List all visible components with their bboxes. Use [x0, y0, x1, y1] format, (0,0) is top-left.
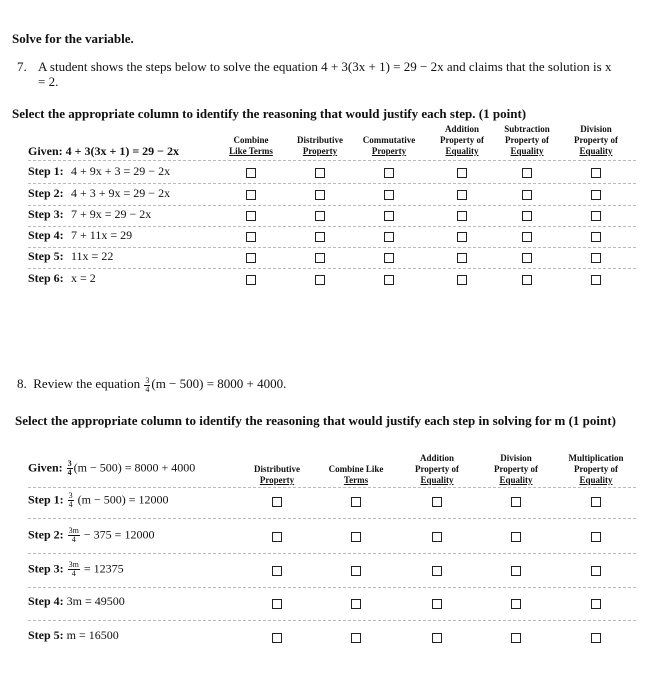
step-checkbox[interactable]: [384, 190, 394, 200]
page-title: Solve for the variable.: [12, 31, 134, 46]
step-label: Step 3:: [28, 207, 64, 221]
q8-column-header-line1: Addition: [419, 453, 454, 463]
question-8-text-post: (m − 500) = 8000 + 4000.: [151, 376, 287, 391]
q8-column-header-line3: Property: [259, 475, 295, 485]
step-checkbox[interactable]: [384, 253, 394, 263]
step-checkbox[interactable]: [351, 532, 361, 542]
step-equation: 11x = 22: [71, 249, 114, 263]
step-checkbox[interactable]: [351, 599, 361, 609]
step-content: [28, 492, 169, 509]
q7-column-header-line3: Equality: [510, 146, 544, 156]
step-checkbox[interactable]: [591, 532, 601, 542]
step-checkbox[interactable]: [272, 566, 282, 576]
q7-column-header-line2: Property of: [439, 135, 485, 145]
step-checkbox[interactable]: [591, 168, 601, 178]
step-checkbox[interactable]: [591, 599, 601, 609]
step-equation: m = 16500: [66, 628, 119, 642]
q8-column-header-line2: Property of: [493, 464, 539, 474]
q8-column-header-line3: Equality: [499, 475, 533, 485]
step-checkbox[interactable]: [432, 633, 442, 643]
q7-column-header-line1: Subtraction: [504, 124, 550, 134]
q7-column-header-line1: Addition: [444, 124, 479, 134]
step-checkbox[interactable]: [272, 599, 282, 609]
step-label: Step 3:: [28, 561, 64, 576]
step-checkbox[interactable]: [384, 211, 394, 221]
step-checkbox[interactable]: [591, 497, 601, 507]
step-equation: (m − 500) = 12000: [77, 492, 169, 507]
step-checkbox[interactable]: [246, 168, 256, 178]
step-label: Step 1:: [28, 164, 64, 178]
step-checkbox[interactable]: [432, 532, 442, 542]
q7-column-header: [565, 124, 627, 157]
step-checkbox[interactable]: [522, 190, 532, 200]
q8-given-equation: (m − 500) = 8000 + 4000: [73, 460, 196, 475]
fraction-numerator: 3: [68, 491, 73, 500]
step-checkbox[interactable]: [522, 253, 532, 263]
step-content: [28, 561, 124, 578]
step-checkbox[interactable]: [315, 190, 325, 200]
step-checkbox[interactable]: [511, 599, 521, 609]
question-8-text-pre: Review the equation: [33, 376, 141, 391]
q7-given: Given: 4 + 3(3x + 1) = 29 − 2x: [28, 144, 180, 158]
step-checkbox[interactable]: [522, 168, 532, 178]
step-label: Step 2:: [28, 527, 64, 542]
row-divider: [28, 268, 636, 269]
q7-column-header: [221, 124, 281, 157]
q8-column-header-line2: Property of: [414, 464, 460, 474]
q8-column-header-line3: Equality: [420, 475, 454, 485]
q7-column-header-line2: Distributive: [297, 135, 343, 145]
fraction-numerator: 3: [145, 375, 150, 385]
q7-column-header-line3: Property: [302, 146, 338, 156]
step-checkbox[interactable]: [432, 599, 442, 609]
q8-column-header-line1: Division: [500, 453, 532, 463]
q7-column-header-line1: [356, 124, 422, 135]
question-7-text: A student shows the steps below to solve the equation 4 + 3(3x + 1) = 29 − 2x and claims that the solution is x = 2.: [38, 59, 612, 89]
step-checkbox[interactable]: [351, 497, 361, 507]
q7-column-header-line3: Property: [371, 146, 407, 156]
step-equation: − 375 = 12000: [83, 527, 155, 542]
step-label: Step 5:: [28, 628, 64, 642]
step-checkbox[interactable]: [272, 633, 282, 643]
q7-column-header: [356, 124, 422, 157]
step-checkbox[interactable]: [511, 497, 521, 507]
q7-column-header-line3: Equality: [445, 146, 479, 156]
fraction-denominator: 4: [145, 384, 150, 394]
step-equation: 7 + 9x = 29 − 2x: [71, 207, 152, 221]
step-checkbox[interactable]: [384, 168, 394, 178]
q7-column-header-line2: Property of: [504, 135, 550, 145]
step-label: Step 4:: [28, 228, 64, 242]
step-checkbox[interactable]: [246, 190, 256, 200]
step-checkbox[interactable]: [384, 232, 394, 242]
q7-column-header: [288, 124, 352, 157]
row-divider: [28, 518, 636, 519]
q8-column-header-line3: Terms: [343, 475, 369, 485]
q8-column-header-line1: [321, 453, 391, 464]
q8-column-header-line1: [245, 453, 309, 464]
fraction-denominator: 4: [71, 535, 76, 544]
step-label: Step 6:: [28, 271, 64, 285]
q8-column-header: [561, 453, 631, 486]
step-label: Step 2:: [28, 186, 64, 200]
step-checkbox[interactable]: [272, 497, 282, 507]
q8-given: [28, 460, 195, 477]
q7-column-header-line2: Commutative: [362, 135, 416, 145]
step-checkbox[interactable]: [511, 633, 521, 643]
step-equation: 7 + 11x = 29: [71, 228, 133, 242]
q8-column-header-line2: Property of: [573, 464, 619, 474]
fraction-numerator: 3m: [68, 526, 79, 535]
row-divider: [28, 205, 636, 206]
question-7-instruction: Select the appropriate column to identify the reasoning that would justify each step. (1 point): [12, 106, 527, 121]
step-equation: 4 + 9x + 3 = 29 − 2x: [71, 164, 171, 178]
fraction: [68, 492, 74, 509]
step-checkbox[interactable]: [432, 566, 442, 576]
step-checkbox[interactable]: [315, 211, 325, 221]
step-checkbox[interactable]: [591, 566, 601, 576]
step-equation: 4 + 3 + 9x = 29 − 2x: [71, 186, 171, 200]
step-checkbox[interactable]: [511, 566, 521, 576]
step-checkbox[interactable]: [457, 232, 467, 242]
step-checkbox[interactable]: [272, 532, 282, 542]
step-equation: x = 2: [71, 271, 96, 285]
fraction-denominator: 4: [68, 500, 73, 509]
q7-column-header-line2: Property of: [573, 135, 619, 145]
step-content: [28, 594, 125, 609]
q8-column-header: [245, 453, 309, 486]
fraction: [68, 561, 80, 578]
step-equation: 3m = 49500: [66, 594, 125, 608]
step-checkbox[interactable]: [246, 253, 256, 263]
step-checkbox[interactable]: [457, 253, 467, 263]
q7-column-header-line1: [288, 124, 352, 135]
step-checkbox[interactable]: [522, 275, 532, 285]
step-checkbox[interactable]: [351, 566, 361, 576]
step-checkbox[interactable]: [591, 633, 601, 643]
step-checkbox[interactable]: [457, 275, 467, 285]
step-checkbox[interactable]: [315, 168, 325, 178]
step-checkbox[interactable]: [457, 211, 467, 221]
step-checkbox[interactable]: [591, 190, 601, 200]
q8-column-header-line3: Equality: [579, 475, 613, 485]
fraction: [68, 527, 80, 544]
step-checkbox[interactable]: [315, 275, 325, 285]
fraction: [67, 460, 73, 477]
row-divider: [28, 620, 636, 621]
step-equation: = 12375: [83, 561, 124, 576]
q7-column-header: [433, 124, 491, 157]
fraction-numerator: 3: [67, 459, 72, 468]
row-divider: [28, 247, 636, 248]
q8-given-prefix: Given:: [28, 460, 63, 475]
q7-column-header-line3: Like Terms: [229, 146, 273, 156]
q7-column-header-line1: [221, 124, 281, 135]
step-checkbox[interactable]: [457, 190, 467, 200]
row-divider: [28, 553, 636, 554]
step-checkbox[interactable]: [351, 633, 361, 643]
row-divider: [28, 183, 636, 184]
row-divider: [28, 587, 636, 588]
fraction-denominator: 4: [71, 569, 76, 578]
question-8-number: 8.: [17, 376, 27, 391]
step-checkbox[interactable]: [246, 275, 256, 285]
q8-column-header-line2: Distributive: [254, 464, 300, 474]
step-content: [28, 628, 119, 643]
step-checkbox[interactable]: [246, 232, 256, 242]
step-label: Step 1:: [28, 492, 64, 507]
step-checkbox[interactable]: [591, 211, 601, 221]
q7-column-header: [498, 124, 556, 157]
row-divider: [28, 160, 636, 161]
step-checkbox[interactable]: [315, 232, 325, 242]
step-label: Step 4:: [28, 594, 64, 608]
q8-column-header: [321, 453, 391, 486]
step-checkbox[interactable]: [511, 532, 521, 542]
question-8-text: [17, 376, 286, 394]
q7-column-header-line1: Division: [580, 124, 612, 134]
q8-column-header: [407, 453, 467, 486]
row-divider: [28, 487, 636, 488]
q7-column-header-line3: Equality: [579, 146, 613, 156]
step-checkbox[interactable]: [246, 211, 256, 221]
fraction-numerator: 3m: [68, 560, 79, 569]
fraction: [144, 377, 150, 394]
step-checkbox[interactable]: [591, 275, 601, 285]
step-checkbox[interactable]: [384, 275, 394, 285]
question-8-instruction: Select the appropriate column to identify the reasoning that would justify each step in solving for m (1 point): [15, 413, 616, 428]
fraction-denominator: 4: [67, 468, 72, 477]
step-content: [28, 527, 154, 544]
step-checkbox[interactable]: [522, 211, 532, 221]
question-7-number: 7.: [17, 59, 27, 74]
q8-column-header: [486, 453, 546, 486]
step-checkbox[interactable]: [591, 232, 601, 242]
row-divider: [28, 226, 636, 227]
q8-column-header-line2: Combine Like: [328, 464, 384, 474]
step-checkbox[interactable]: [315, 253, 325, 263]
step-checkbox[interactable]: [522, 232, 532, 242]
step-label: Step 5:: [28, 249, 64, 263]
q7-column-header-line2: Combine: [233, 135, 269, 145]
step-checkbox[interactable]: [457, 168, 467, 178]
q8-column-header-line1: Multiplication: [568, 453, 624, 463]
step-checkbox[interactable]: [432, 497, 442, 507]
step-checkbox[interactable]: [591, 253, 601, 263]
